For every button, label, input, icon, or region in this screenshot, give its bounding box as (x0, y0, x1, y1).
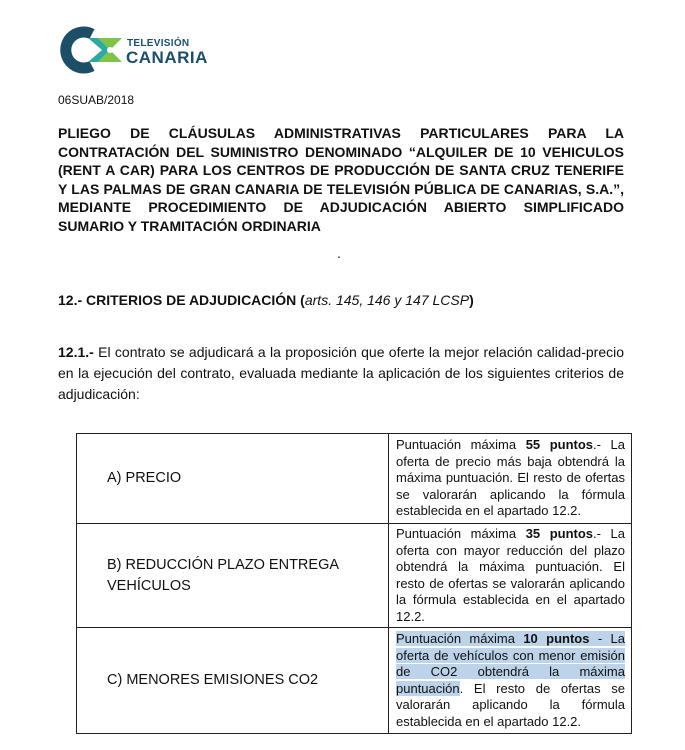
table-row (77, 524, 632, 628)
section-articles: arts. 145, 146 y 147 LCSP (304, 292, 470, 308)
text-highlight[interactable]: Puntuación máxima 10 puntos - La oferta de vehículos con menor emisión de CO2 obtendrá la máxima puntuación (396, 631, 626, 696)
table-row (77, 628, 632, 734)
television-canaria-logo-icon (58, 24, 126, 76)
brand-name: CANARIA (126, 48, 208, 67)
criterion-description: Puntuación máxima 55 puntos.- La oferta de precio más baja obtendrá la máxima puntuación. El resto de ofertas se valorarán aplicando la fórmula establecida en el apartado 12.2. (389, 434, 632, 524)
criterion-label: C) MENORES EMISIONES CO2 (77, 628, 389, 734)
section-title: 12.- CRITERIOS DE ADJUDICACIÓN (58, 292, 297, 308)
logo (58, 24, 218, 76)
paragraph-number: 12.1.- (58, 344, 94, 360)
criterion-description: Puntuación máxima 35 puntos.- La oferta con mayor reducción del plazo obtendrá la máxima puntuación. El resto de ofertas se valorarán aplicando la fórmula establecida en el apartado 12.2. (389, 524, 632, 628)
table-row (77, 434, 632, 524)
criterion-label: B) REDUCCIÓN PLAZO ENTREGA VEHÍCULOS (77, 524, 389, 628)
document-reference: 06SUAB/2018 (58, 93, 135, 107)
intro-paragraph (58, 342, 624, 405)
section-heading: 12.- CRITERIOS DE ADJUDICACIÓN (arts. 145, 146 y 147 LCSP) (58, 292, 474, 308)
criterion-label: A) PRECIO (77, 434, 389, 524)
title-dot: . (337, 245, 341, 261)
brand-subtitle: TELEVISIÓN (127, 38, 190, 49)
criterion-description: Puntuación máxima 10 puntos - La oferta de vehículos con menor emisión de CO2 obtendrá la máxima puntuación. El resto de ofertas se valorarán aplicando la fórmula establecida en el apartado 12.2. (389, 628, 632, 734)
document-title: PLIEGO DE CLÁUSULAS ADMINISTRATIVAS PARTICULARES PARA LA CONTRATACIÓN DEL SUMINISTRO DENOMINADO “ALQUILER DE 10 VEHICULOS (RENT A CAR) PARA LOS CENTROS DE PRODUCCIÓN DE SANTA CRUZ TENERIFE Y LAS PALMAS DE GRAN CANARIA DE TELEVISIÓN PÚBLICA DE CANARIAS, S.A.”, MEDIANTE PROCEDIMIENTO DE ADJUDICACIÓN ABIERTO SIMPLIFICADO SUMARIO Y TRAMITACIÓN ORDINARIA (58, 125, 624, 234)
criteria-table (76, 433, 632, 734)
paragraph-text: El contrato se adjudicará a la proposición que oferte la mejor relación calidad-precio en la ejecución del contrato, evaluada mediante la aplicación de los siguientes criterios de adjudicación: (58, 344, 624, 402)
